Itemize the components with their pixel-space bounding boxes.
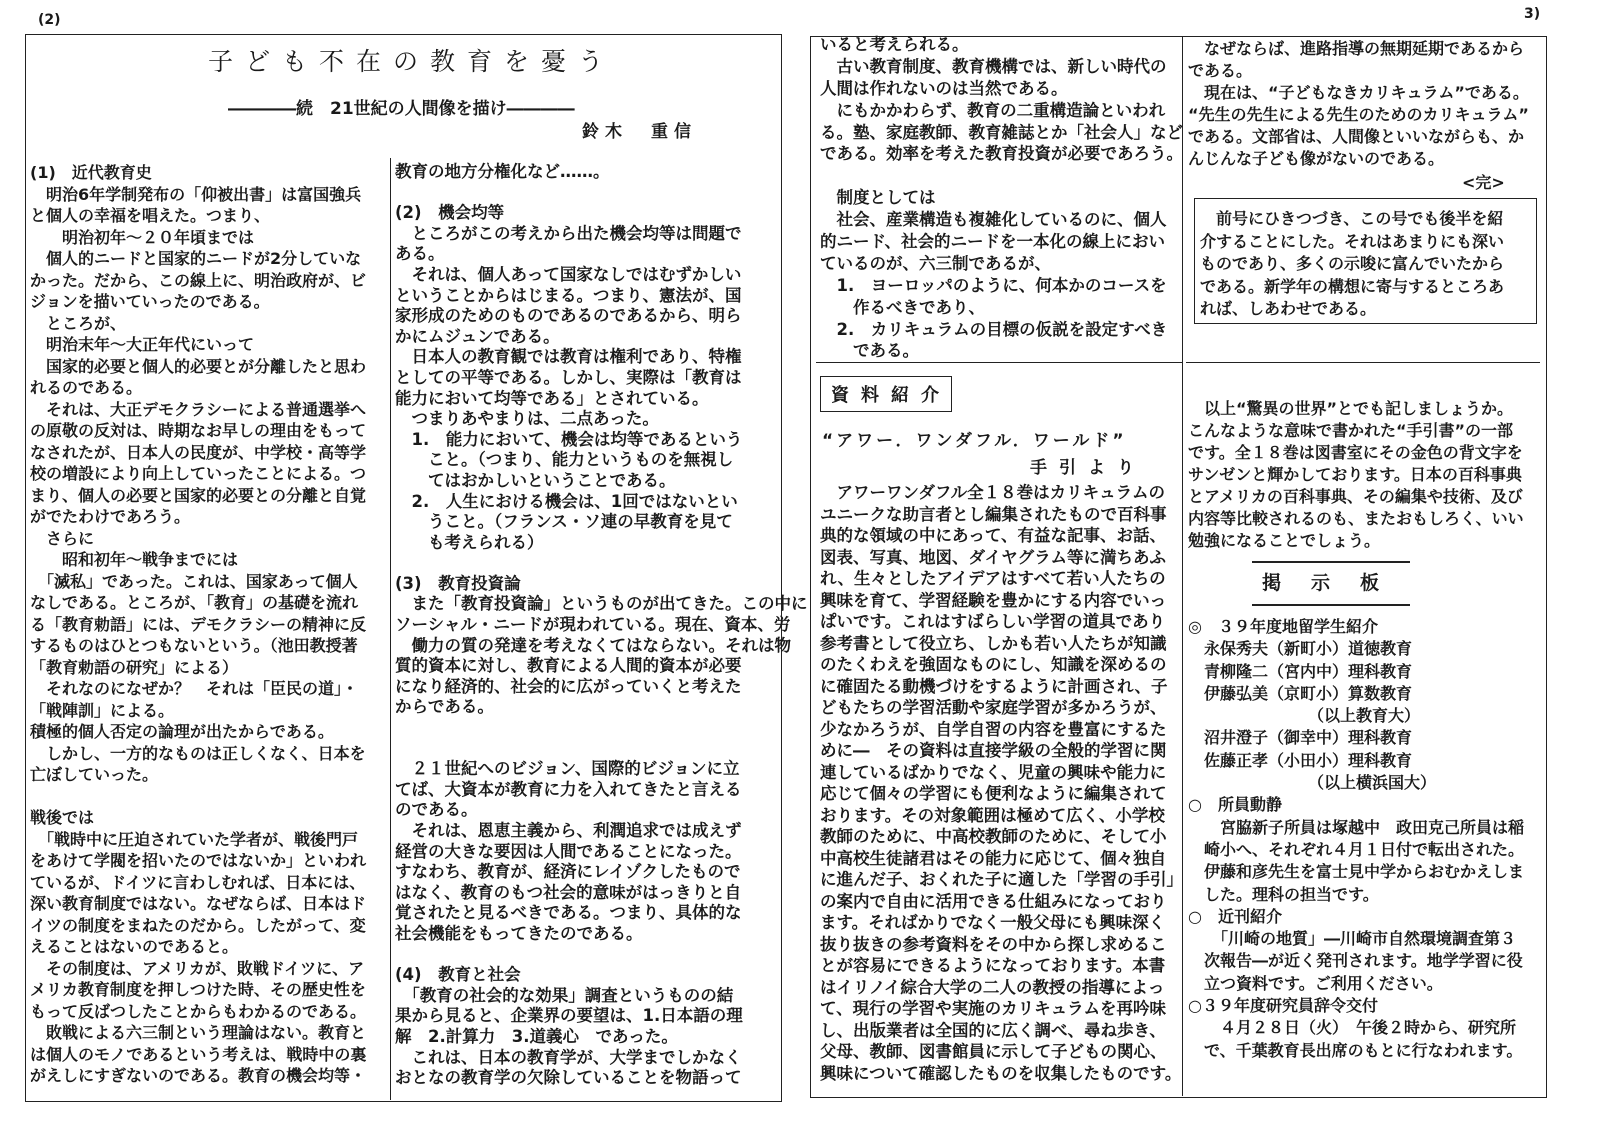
text-line: ているのが、六三制であるが、 bbox=[820, 253, 1051, 273]
text-line: ているが、ドイツに言わしむれば、日本には、 bbox=[30, 872, 366, 892]
text-line: はなく、教育のもつ社会的意味がはっきりと自 bbox=[395, 882, 742, 902]
text-line: “先生の先生による先生のためのカリキュラム” bbox=[1188, 105, 1529, 124]
text-line: に進んだ子、おくれた子に適した「学習の手引」 bbox=[820, 870, 1183, 889]
text-line: しかし、一方的なものは正しくなく、日本を bbox=[30, 743, 366, 763]
text-line: かにムジュンである。 bbox=[395, 326, 560, 346]
text-line: である。効率を考えた教育投資が必要であろう。 bbox=[820, 144, 1183, 164]
text-line: 亡ぼしていった。 bbox=[30, 765, 159, 784]
text-line: ます。そればかりでなく一般父母にも興味深く bbox=[820, 913, 1166, 932]
note-box-text bbox=[1200, 208, 1504, 321]
article-title: 子ども不在の教育を憂う bbox=[208, 47, 616, 76]
text-line: 国家的必要と個人的必要とが分離したと思わ bbox=[30, 356, 367, 376]
text-line: ◎ ３９年度地留学生紹介 bbox=[1188, 617, 1378, 636]
text-line: それは、個人あって国家なしではむずかしい bbox=[395, 264, 742, 284]
text-line: ２１世紀へのビジョン、国際的ビジョンに立 bbox=[395, 759, 740, 779]
text-line: である。新学年の構想に寄与するところあ bbox=[1200, 276, 1505, 296]
right-column-1-top bbox=[820, 34, 1183, 362]
text-line: 「教育の社会的な効果」調査というものの結 bbox=[395, 985, 734, 1005]
text-line: （以上教育大） bbox=[1188, 706, 1421, 726]
text-line: てはおかしいということである。 bbox=[395, 470, 676, 490]
text-line: 明治6年学制発布の「仰被出書」は富国強兵 bbox=[30, 184, 362, 204]
text-line: 解 2.計算力 3.道義心 であった。 bbox=[395, 1026, 678, 1046]
text-line: は個人のモノであるという考えは、戦時中の裏 bbox=[30, 1044, 367, 1064]
text-line: 応じて個々の学習にも便利なように編集されて bbox=[820, 784, 1167, 803]
text-line: (4) 教育と社会 bbox=[395, 965, 521, 985]
text-line: し、出版業者は全国的に広く調べ、尋ね歩き、 bbox=[820, 1020, 1166, 1040]
bulletin-items bbox=[1188, 616, 1524, 1062]
text-line: をあけて学閥を招いたのではないか」といわれ bbox=[30, 851, 367, 870]
text-line: ４月２８日（火） 午後２時から、研究所 bbox=[1188, 1018, 1517, 1038]
text-line: アワーワンダフル全１８巻はカリキュラムの bbox=[820, 483, 1166, 502]
text-line: 青柳隆二（宮内中）理科教育 bbox=[1188, 661, 1413, 681]
text-line: 深い教育制度ではない。なぜならば、日本はド bbox=[30, 894, 367, 913]
text-line: なしである。ところが、「教育」の基礎を流れ bbox=[30, 593, 359, 612]
text-line: 戦後では bbox=[30, 808, 95, 827]
text-line: 古い教育制度、教育機構では、新しい時代の bbox=[820, 56, 1167, 76]
text-line bbox=[395, 553, 808, 574]
text-line: 少なかろうが、自学自習の内容を豊富にするた bbox=[820, 719, 1167, 739]
article-author: 鈴木 重信 bbox=[582, 122, 697, 142]
text-line: 積極的個人否定の論理が出たからである。 bbox=[30, 722, 334, 741]
text-line: 参考書として役立ち、しかも若い人たちが知識 bbox=[820, 633, 1167, 653]
text-line: えることはないのであると。 bbox=[30, 937, 239, 956]
text-line: 父母、教師、図書館員に示して子どもの関心、 bbox=[820, 1042, 1167, 1061]
text-line: である。 bbox=[820, 341, 919, 361]
text-line: 覚されたと見るべきである。つまり、具体的な bbox=[395, 903, 742, 923]
material-subtitle: 手引より bbox=[1030, 458, 1146, 478]
text-line: 1. ヨーロッパのように、何本かのコースを bbox=[820, 275, 1167, 295]
text-line: 次報告―が近く発刊されます。地学学習に役 bbox=[1188, 951, 1523, 971]
text-line: 敗戦による六三制という理論はない。教育と bbox=[30, 1023, 367, 1042]
text-line: もって反ばつしたことからもわかるのである。 bbox=[30, 1001, 367, 1021]
text-line: 典的な領域の中にあって、有益な記事、お話、 bbox=[820, 526, 1167, 545]
page-number-left: (2) bbox=[38, 12, 61, 28]
text-line: 伊藤和彦先生を富士見中学からおむかえしま bbox=[1188, 862, 1525, 882]
column-divider bbox=[390, 158, 391, 1100]
text-line: するものはひとつもないという。（池田教授著 bbox=[30, 636, 358, 655]
text-line: それなのになぜか？ それは「臣民の道」・ bbox=[30, 679, 359, 698]
text-line: 教師のために、中高校教師のために、そして小 bbox=[820, 827, 1167, 846]
text-line: どもたちの学習活動や家庭学習が多かろうが、 bbox=[820, 698, 1167, 717]
text-line: 社会機能をもってきたのである。 bbox=[395, 923, 643, 943]
text-line: のたくわえを強固なものにし、知識を深めるの bbox=[820, 655, 1167, 674]
text-line: る「教育勅語」には、デモクラシーの精神に反 bbox=[30, 614, 367, 634]
text-line: こと。（つまり、能力というものを無視し bbox=[395, 450, 734, 470]
text-line: 「教育勅語の研究」による） bbox=[30, 657, 239, 677]
text-line: の案内で自由に活用できる仕組みになっており bbox=[820, 891, 1167, 911]
section-divider bbox=[1186, 362, 1540, 363]
text-line: メリカ教育制度を押しつけた時、その歴史性を bbox=[30, 980, 366, 999]
text-line: 崎小へ、それぞれ４月１日付で転出された。 bbox=[1188, 839, 1525, 859]
text-line: いると考えられる。 bbox=[820, 35, 969, 54]
text-line: 1. 能力において、機会は均等であるという bbox=[395, 429, 743, 449]
text-line: また「教育投資論」というものが出てきた。この中に bbox=[395, 594, 808, 614]
text-line: イツの制度をまねたのだから。したがって、変 bbox=[30, 915, 366, 935]
text-line: 伊藤弘美（京町小）算数教育 bbox=[1188, 683, 1413, 703]
text-line: 「戦時中に圧迫されていた学者が、戦後門戸 bbox=[30, 829, 359, 849]
text-line: である。文部省は、人間像といいながらも、か bbox=[1188, 127, 1525, 146]
text-line: 社会、産業構造も複雑化しているのに、個人 bbox=[820, 210, 1167, 230]
text-line: それは、大正デモクラシーによる普通選挙へ bbox=[30, 399, 367, 419]
text-line: (3) 教育投資論 bbox=[395, 573, 521, 593]
text-line: 能力において均等である」とされている。 bbox=[395, 388, 709, 408]
text-line: で、千葉教育長出席のもとに行なわれます。 bbox=[1188, 1040, 1523, 1060]
text-line: 佐藤正孝（小田小）理科教育 bbox=[1188, 750, 1413, 770]
text-line: 宮脇新子所員は塚越中 政田克己所員は稲 bbox=[1188, 817, 1525, 837]
text-line: からである。 bbox=[395, 697, 494, 717]
text-line: (2) 機会均等 bbox=[395, 203, 505, 223]
text-line: その制度は、アメリカが、敗戦ドイツに、ア bbox=[30, 958, 365, 978]
text-line: 日本人の教育観では教育は権利であり、特権 bbox=[395, 347, 742, 367]
text-line: れるのである。 bbox=[30, 378, 143, 397]
text-line: つまりあやまりは、二点あった。 bbox=[395, 409, 659, 429]
text-line: 立つ資料です。ご利用ください。 bbox=[1188, 973, 1443, 993]
text-line: めに― その資料は直接学級の全般的学習に関 bbox=[820, 741, 1167, 760]
text-line: れ、生々としたアイデアはすべて若い人たちの bbox=[820, 569, 1166, 588]
text-line: サンゼンと輝かしております。日本の百科事典 bbox=[1188, 465, 1522, 484]
text-line: ソーシャル・ニードが現われている。現在、資本、労 bbox=[395, 615, 791, 635]
material-title: “アワー．ワンダフル．ワールド” bbox=[822, 431, 1127, 451]
text-line: した。理科の担当です。 bbox=[1188, 884, 1379, 904]
text-line: ○ 近刊紹介 bbox=[1188, 906, 1282, 926]
text-line: がでたわけであろう。 bbox=[30, 507, 191, 526]
text-line: ジョンを描いていったのである。 bbox=[30, 292, 270, 311]
text-line: に確固たる動機づけをするように計画され、子 bbox=[820, 676, 1168, 696]
text-line: それは、恩恵主義から、利潤追求では成えず bbox=[395, 821, 742, 840]
text-line bbox=[395, 183, 808, 204]
article-subtitle: ――――続 21世紀の人間像を描け―――― bbox=[228, 99, 575, 119]
text-line: になり経済的、社会的に広がっていくと考えた bbox=[395, 676, 742, 696]
text-line: 明治末年〜大正年代にいって bbox=[30, 335, 255, 354]
text-line: れば、しあわせである。 bbox=[1200, 299, 1377, 318]
text-line: 興味を育て、学習経験を豊かにする内容でいっ bbox=[820, 590, 1167, 610]
text-line: ぱいです。これはすばらしい学習の道具であり bbox=[820, 612, 1166, 631]
text-line: 質的資本に対し、教育による人間的資本が必要 bbox=[395, 656, 742, 676]
text-line: 作るべきであり、 bbox=[820, 297, 985, 317]
text-line: 人間は作れないのは当然である。 bbox=[820, 78, 1068, 98]
text-line: 興味について確認したものを収集したものです。 bbox=[820, 1063, 1182, 1083]
text-line: としての平等である。しかし、実際は「教育は bbox=[395, 367, 742, 387]
text-line: 中高校生徒諸君はその能力に応じて、個々独自 bbox=[820, 848, 1167, 868]
bulletin-rule-top bbox=[1252, 561, 1410, 563]
text-line bbox=[820, 165, 1183, 187]
text-line: おとなの教育学の欠除していることを物語って bbox=[395, 1068, 742, 1088]
text-line: 家形成のためのものであるのであるから、明ら bbox=[395, 306, 742, 326]
text-line: なぜならば、進路指導の無期延期であるから bbox=[1188, 39, 1525, 58]
text-line: おります。その対象範囲は極めて広く、小学校 bbox=[820, 805, 1165, 825]
bulletin-rule-bottom bbox=[1252, 604, 1410, 606]
text-line: 校の増設により向上していったことによる。つ bbox=[30, 464, 367, 483]
text-line: 前号にひきつづき、この号でも後半を紹 bbox=[1200, 209, 1504, 228]
text-line: にもかかわらず、教育の二重構造論といわれ bbox=[820, 100, 1166, 120]
text-line: 「川崎の地質」―川崎市自然環境調査第３ bbox=[1188, 929, 1517, 949]
material-intro-label: 資料紹介 bbox=[820, 376, 952, 412]
end-mark: <完> bbox=[1462, 173, 1505, 192]
text-line: まり、個人の必要と国家的必要との分離と自覚 bbox=[30, 485, 367, 505]
text-line: と個人の幸福を唱えた。つまり、 bbox=[30, 206, 271, 225]
text-line: 果から見ると、企業界の要望は、1.日本語の理 bbox=[395, 1006, 743, 1026]
text-line: 「滅私」であった。これは、国家あって個人 bbox=[30, 571, 358, 591]
text-line: 連しているばかりでなく、児童の興味や能力に bbox=[820, 762, 1167, 782]
text-line: はイリノイ綜合大学の二人の教授の指導によっ bbox=[820, 977, 1165, 997]
text-line: 沼井澄子（御幸中）理科教育 bbox=[1188, 728, 1413, 748]
text-line: 経営の大きな要因は人間であることになった。 bbox=[395, 841, 742, 861]
text-line: 働力の質の発達を考えなくてはならない。それは物 bbox=[395, 635, 791, 655]
text-line: がえしにすぎないのである。教育の機会均等・ bbox=[30, 1066, 367, 1085]
bulletin-title: 掲示板 bbox=[1262, 572, 1410, 594]
text-line: んじんな子ども像がないのである。 bbox=[1188, 149, 1445, 168]
text-line: 個人的ニードと国家的ニードが2分していな bbox=[30, 249, 362, 268]
text-line: (1) 近代教育史 bbox=[30, 163, 152, 182]
text-line: かった。だから、この線上に、明治政府が、ビ bbox=[30, 270, 367, 290]
text-line: て、現行の学習や実施のカリキュラムを再吟味 bbox=[820, 999, 1167, 1018]
right-column-1-body bbox=[820, 482, 1183, 1084]
text-line: てば、大資本が教育に力を入れてきたと言える bbox=[395, 779, 742, 799]
text-line: 明治初年〜２０年頃までは bbox=[30, 227, 255, 247]
text-line bbox=[395, 718, 808, 739]
text-line: 介することにした。それはあまりにも深い bbox=[1200, 231, 1505, 251]
text-line: ある。 bbox=[395, 244, 445, 264]
text-line: うこと。（フランス・ソ連の早教育を見て bbox=[395, 512, 733, 532]
text-line: すなわち、教育が、経済にレイゾクしたもので bbox=[395, 862, 741, 882]
left-column-2 bbox=[395, 162, 808, 1089]
text-line: ○ 所員動静 bbox=[1188, 795, 1282, 815]
text-line: 永保秀夫（新町小）道徳教育 bbox=[1188, 639, 1413, 659]
text-line bbox=[395, 739, 808, 760]
text-line: ユニークな助言者とし編集されたもので百科事 bbox=[820, 504, 1167, 524]
text-line: です。全１８巻は図書室にその金色の背文字を bbox=[1188, 443, 1523, 462]
right-column-2-mid bbox=[1188, 398, 1524, 552]
text-line: さらに bbox=[30, 528, 95, 548]
text-line: の原敬の反対は、時期なお早しの理由をもって bbox=[30, 421, 367, 440]
text-line: 2. カリキュラムの目標の仮説を設定すべき bbox=[820, 319, 1168, 339]
text-line: 2. 人生における機会は、1回ではないとい bbox=[395, 491, 738, 511]
text-line bbox=[395, 945, 808, 966]
page-number-right: 3) bbox=[1524, 6, 1541, 22]
text-line: 図表、写真、地図、ダイヤグラム等に満ちあふ bbox=[820, 547, 1167, 567]
text-line: ところが、 bbox=[30, 313, 127, 333]
left-column-1 bbox=[30, 162, 366, 1087]
text-line: 以上“驚異の世界”とでも記しましょうか。 bbox=[1188, 399, 1514, 418]
right-column-2-top bbox=[1188, 38, 1529, 170]
text-line: 的ニード、社会的ニードを一本化の線上におい bbox=[820, 232, 1166, 252]
text-line: 制度としては bbox=[820, 188, 936, 208]
text-line: のである。 bbox=[395, 800, 478, 820]
text-line: 抜り抜きの参考資料をその中から探し求めるこ bbox=[820, 934, 1167, 954]
text-line: とが容易にできるようになっております。本書 bbox=[820, 956, 1166, 975]
text-line: 内容等比較されるのも、またおもしろく、いい bbox=[1188, 509, 1524, 528]
text-line: （以上横浜国大） bbox=[1188, 773, 1437, 793]
text-line: なされたが、日本人の民度が、中学校・高等学 bbox=[30, 442, 367, 462]
text-line: 勉強になることでしょう。 bbox=[1188, 531, 1381, 550]
text-line: である。 bbox=[1188, 61, 1253, 80]
text-line: とアメリカの百科事典、その編集や技術、及び bbox=[1188, 487, 1523, 506]
text-line: これは、日本の教育学が、大学までしかなく bbox=[395, 1047, 742, 1067]
text-line: ということからはじまる。つまり、憲法が、国 bbox=[395, 285, 742, 305]
text-line: も考えられる） bbox=[395, 532, 544, 552]
text-line: ものであり、多くの示唆に富んでいたから bbox=[1200, 254, 1505, 273]
text-line: る。塾、家庭教師、教育雑誌とか「社会人」など bbox=[820, 122, 1183, 142]
text-line: こんなような意味で書かれた“手引書”の一部 bbox=[1188, 421, 1514, 440]
text-line: ○３９年度研究員辞令交付 bbox=[1188, 996, 1378, 1016]
text-line: 「戦陣訓」による。 bbox=[30, 700, 175, 720]
text-line: ところがこの考えから出た機会均等は問題で bbox=[395, 223, 742, 243]
text-line: 現在は、“子どもなきカリキュラム”である。 bbox=[1188, 83, 1529, 102]
text-line: 教育の地方分権化など……。 bbox=[395, 162, 610, 181]
text-line: 昭和初年〜戦争までには bbox=[30, 550, 239, 569]
text-line bbox=[30, 786, 366, 808]
